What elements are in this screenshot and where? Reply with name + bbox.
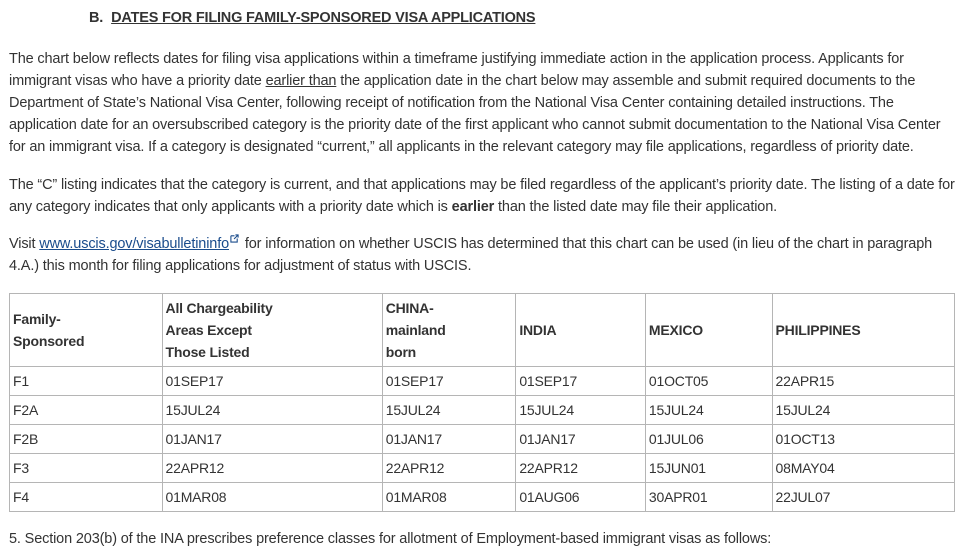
table-body xyxy=(10,367,955,512)
date-cell: 01JAN17 xyxy=(162,425,382,454)
intro-emphasis: earlier than xyxy=(265,73,337,89)
header-line: PHILIPPINES xyxy=(775,322,861,338)
header-china xyxy=(382,294,516,367)
header-all-chargeability xyxy=(162,294,382,367)
date-cell: 15JUL24 xyxy=(772,396,954,425)
date-cell: 01OCT13 xyxy=(772,425,954,454)
current-bold-word: earlier xyxy=(451,199,495,215)
date-cell: 01JAN17 xyxy=(516,425,646,454)
date-cell: 01MAR08 xyxy=(162,483,382,512)
current-text-part1: The “C” listing indicates that the category is current, and that applications may be filed regardless of the applicant’s priority date. The listing of a date for any category indicates that only applicants with a priority date which is xyxy=(9,177,955,215)
table-row xyxy=(10,425,955,454)
table-row xyxy=(10,396,955,425)
uscis-prefix: Visit xyxy=(9,236,40,252)
table-row xyxy=(10,454,955,483)
section-5-intro: 5. Section 203(b) of the INA prescribes preference classes for allotment of Employment-based immigrant visas as follows: xyxy=(9,531,772,547)
table-header xyxy=(10,294,955,367)
section-heading xyxy=(89,10,535,26)
current-listing-paragraph xyxy=(9,174,957,218)
uscis-link[interactable]: www.uscis.gov/visabulletininfo xyxy=(39,236,229,252)
header-line: Sponsored xyxy=(13,333,85,349)
header-line: Family- xyxy=(13,311,61,327)
category-cell: F2A xyxy=(10,396,163,425)
date-cell: 15JUL24 xyxy=(516,396,646,425)
date-cell: 01OCT05 xyxy=(645,367,772,396)
uscis-suffix: for information on whether USCIS has determined that this chart can be used (in lieu of the chart in paragraph 4.A.) this month for filing applications for adjustment of status with USCIS. xyxy=(9,236,933,274)
header-row xyxy=(10,294,955,367)
date-cell: 22APR12 xyxy=(382,454,516,483)
category-cell: F3 xyxy=(10,454,163,483)
header-line: Areas Except xyxy=(165,322,252,338)
header-line: MEXICO xyxy=(648,322,703,338)
date-cell: 30APR01 xyxy=(645,483,772,512)
table-row xyxy=(10,483,955,512)
date-cell: 08MAY04 xyxy=(772,454,954,483)
date-cell: 01SEP17 xyxy=(162,367,382,396)
date-cell: 01JUL06 xyxy=(645,425,772,454)
date-cell: 15JUL24 xyxy=(645,396,772,425)
header-philippines xyxy=(772,294,954,367)
date-cell: 01SEP17 xyxy=(382,367,516,396)
table-row xyxy=(10,367,955,396)
uscis-paragraph xyxy=(9,233,957,277)
date-cell: 15JUN01 xyxy=(645,454,772,483)
family-sponsored-dates-table xyxy=(9,293,955,512)
date-cell: 22JUL07 xyxy=(772,483,954,512)
date-cell: 22APR12 xyxy=(162,454,382,483)
header-line: mainland xyxy=(385,322,446,338)
header-line: Those Listed xyxy=(165,344,250,360)
intro-text-part2: the application date in the chart below may assemble and submit required documents to the Department of State’s National Visa Center, following receipt of notification from the National Visa Center containing detailed instructions. The application date for an oversubscribed category is the priority date of the first applicant who cannot submit documentation to the National Visa Center for an immigrant visa. If a category is designated “current,” all applicants in the relevant category may file applications, regardless of priority date. xyxy=(9,73,941,155)
date-cell: 15JUL24 xyxy=(162,396,382,425)
date-cell: 01MAR08 xyxy=(382,483,516,512)
header-family-sponsored xyxy=(10,294,163,367)
category-cell: F2B xyxy=(10,425,163,454)
date-cell: 01AUG06 xyxy=(516,483,646,512)
category-cell: F1 xyxy=(10,367,163,396)
intro-text-part1: The chart below reflects dates for filing visa applications within a timeframe justifying immediate action in the application process. Applicants for immigrant visas who have a priority date xyxy=(9,51,904,89)
section-letter: B. xyxy=(89,10,104,26)
current-text-part2: than the listed date may file their application. xyxy=(494,199,777,215)
header-india xyxy=(516,294,646,367)
header-line: born xyxy=(385,344,417,360)
external-link-icon[interactable] xyxy=(230,234,239,243)
intro-paragraph xyxy=(9,48,957,158)
header-mexico xyxy=(645,294,772,367)
date-cell: 01JAN17 xyxy=(382,425,516,454)
date-cell: 15JUL24 xyxy=(382,396,516,425)
header-line: All Chargeability xyxy=(165,300,273,316)
date-cell: 01SEP17 xyxy=(516,367,646,396)
header-line: CHINA- xyxy=(385,300,434,316)
section-title: DATES FOR FILING FAMILY-SPONSORED VISA APPLICATIONS xyxy=(111,10,536,26)
category-cell: F4 xyxy=(10,483,163,512)
date-cell: 22APR12 xyxy=(516,454,646,483)
header-line: INDIA xyxy=(519,322,557,338)
date-cell: 22APR15 xyxy=(772,367,954,396)
